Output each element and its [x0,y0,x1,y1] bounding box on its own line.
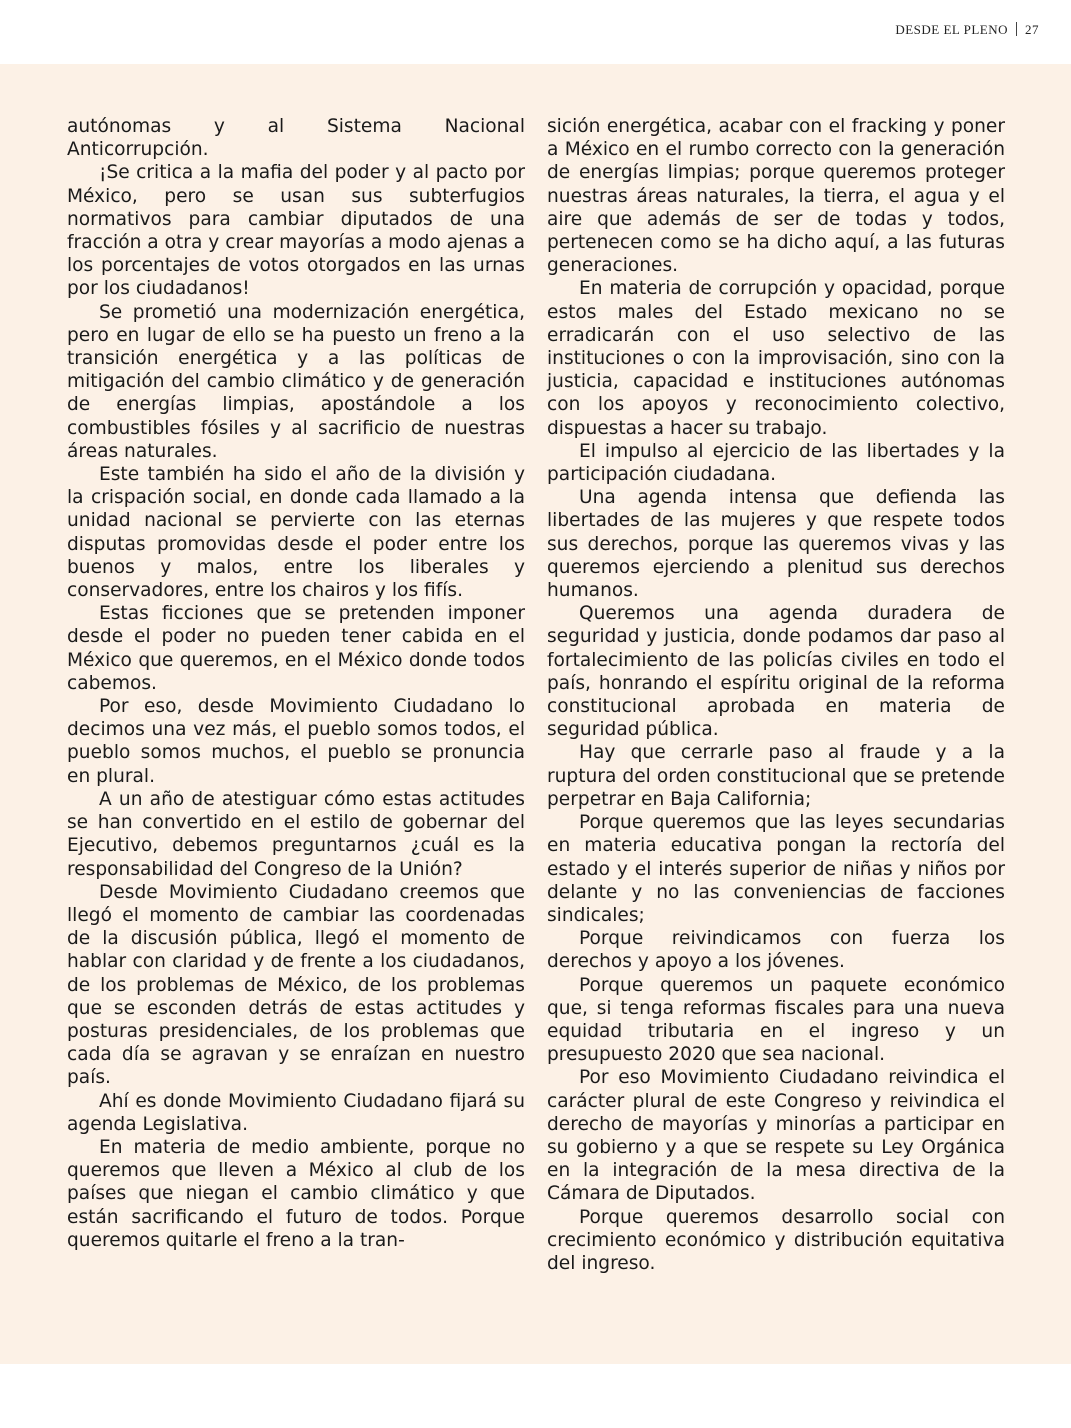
text-column-right [547,115,1005,1275]
paragraph: A un año de atestiguar cómo estas actitudes se han convertido en el estilo de gobernar del Ejecutivo, debemos preguntarnos ¿cuál es la responsabilidad del Congreso de la Unión? [67,788,525,880]
paragraph: Porque queremos desarrollo social con crecimiento económico y distribución equitativa del ingreso. [547,1206,1005,1274]
page-header [0,0,1071,64]
paragraph: Estas ficciones que se pretenden imponer desde el poder no pueden tener cabida en el México que queremos, en el México donde todos cabemos. [67,603,525,694]
paragraph: Una agenda intensa que defienda las libertades de las mujeres y que respete todos sus derechos, porque las queremos vivas y las queremos ejerciendo a plenitud sus derechos humanos. [547,487,1005,602]
paragraph: Ahí es donde Movimiento Ciudadano fijará su agenda Legislativa. [67,1090,525,1135]
text-column-left [67,115,525,1252]
running-header [895,22,1039,38]
paragraph: Hay que cerrarle paso al fraude y a la ruptura del orden constitucional que se pretende perpetrar en Baja California; [547,742,1005,810]
paragraph: En materia de medio ambiente, porque no queremos que lleven a México al club de los países que niegan el cambio climático y que están sacrificando el futuro de todos. Porque queremos quitarle el freno a la tran- [67,1136,525,1251]
page-number: 27 [1025,22,1039,37]
paragraph: Queremos una agenda duradera de seguridad y justicia, donde podamos dar paso al fortalecimiento de las policías civiles en todo el país, honrando el espíritu original de la reforma constitucional aprobada en materia de seguridad pública. [547,603,1005,741]
paragraph: sición energética, acabar con el fracking y poner a México en el rumbo correcto con la generación de energías limpias; porque queremos proteger nuestras áreas naturales, la tierra, el agua y el aire que además de ser de todas y todos, pertenecen como se ha dicho aquí, a las futuras generaciones. [547,116,1005,277]
paragraph: Por eso, desde Movimiento Ciudadano lo decimos una vez más, el pueblo somos todos, el pueblo somos muchos, el pueblo se pronuncia en plural. [67,696,525,787]
paragraph: Este también ha sido el año de la división y la crispación social, en donde cada llamado a la unidad nacional se pervierte con las eternas disputas promovidas desde el poder entre los buenos y malos, entre los liberales y conservadores, entre los chairos y los fifís. [67,464,525,602]
paragraph: Se prometió una modernización energética, pero en lugar de ello se ha puesto un freno a la transición energética y a las políticas de mitigación del cambio climático y de generación de energías limpias, apostándole a los combustibles fósiles y al sacrificio de nuestras áreas naturales. [67,301,525,462]
paragraph: En materia de corrupción y opacidad, porque estos males del Estado mexicano no se erradicarán con el uso selectivo de las instituciones o con la improvisación, sino con la justicia, capacidad e instituciones autónomas con los apoyos y reconocimiento colectivo, dispuestas a hacer su trabajo. [547,278,1005,439]
paragraph: Porque queremos un paquete económico que, si tenga reformas fiscales para una nueva equidad tributaria en el ingreso y un presupuesto 2020 que sea nacional. [547,974,1005,1066]
paragraph: Porque queremos que las leyes secundarias en materia educativa pongan la rectoría del estado y el interés superior de niñas y niños por delante y no las conveniencias de facciones sindicales; [547,812,1005,926]
paragraph: El impulso al ejercicio de las libertades y la participación ciudadana. [547,440,1005,486]
paragraph: autónomas y al Sistema Nacional Anticorrupción. [67,116,525,161]
paragraph: Por eso Movimiento Ciudadano reivindica el carácter plural de este Congreso y reivindica el derecho de mayorías y minorías a participar en su gobierno y a que se respete su Ley Orgánica en la integración de la mesa directiva de la Cámara de Diputados. [547,1067,1005,1205]
paragraph: Desde Movimiento Ciudadano creemos que llegó el momento de cambiar las coordenadas de la discusión pública, llegó el momento de hablar con claridad y de frente a los ciudadanos, de los problemas de México, de los problemas que se esconden detrás de estas actitudes y posturas presidenciales, de los problemas que cada día se agravan y se enraízan en nuestro país. [67,881,525,1089]
section-title: DESDE EL PLENO [895,22,1008,37]
paragraph: ¡Se critica a la mafia del poder y al pacto por México, pero se usan sus subterfugios normativos para cambiar diputados de una fracción a otra y crear mayorías a modo ajenas a los porcentajes de votos otorgados en las urnas por los ciudadanos! [67,162,525,300]
header-divider [1016,22,1017,36]
paragraph: Porque reivindicamos con fuerza los derechos y apoyo a los jóvenes. [547,928,1005,973]
